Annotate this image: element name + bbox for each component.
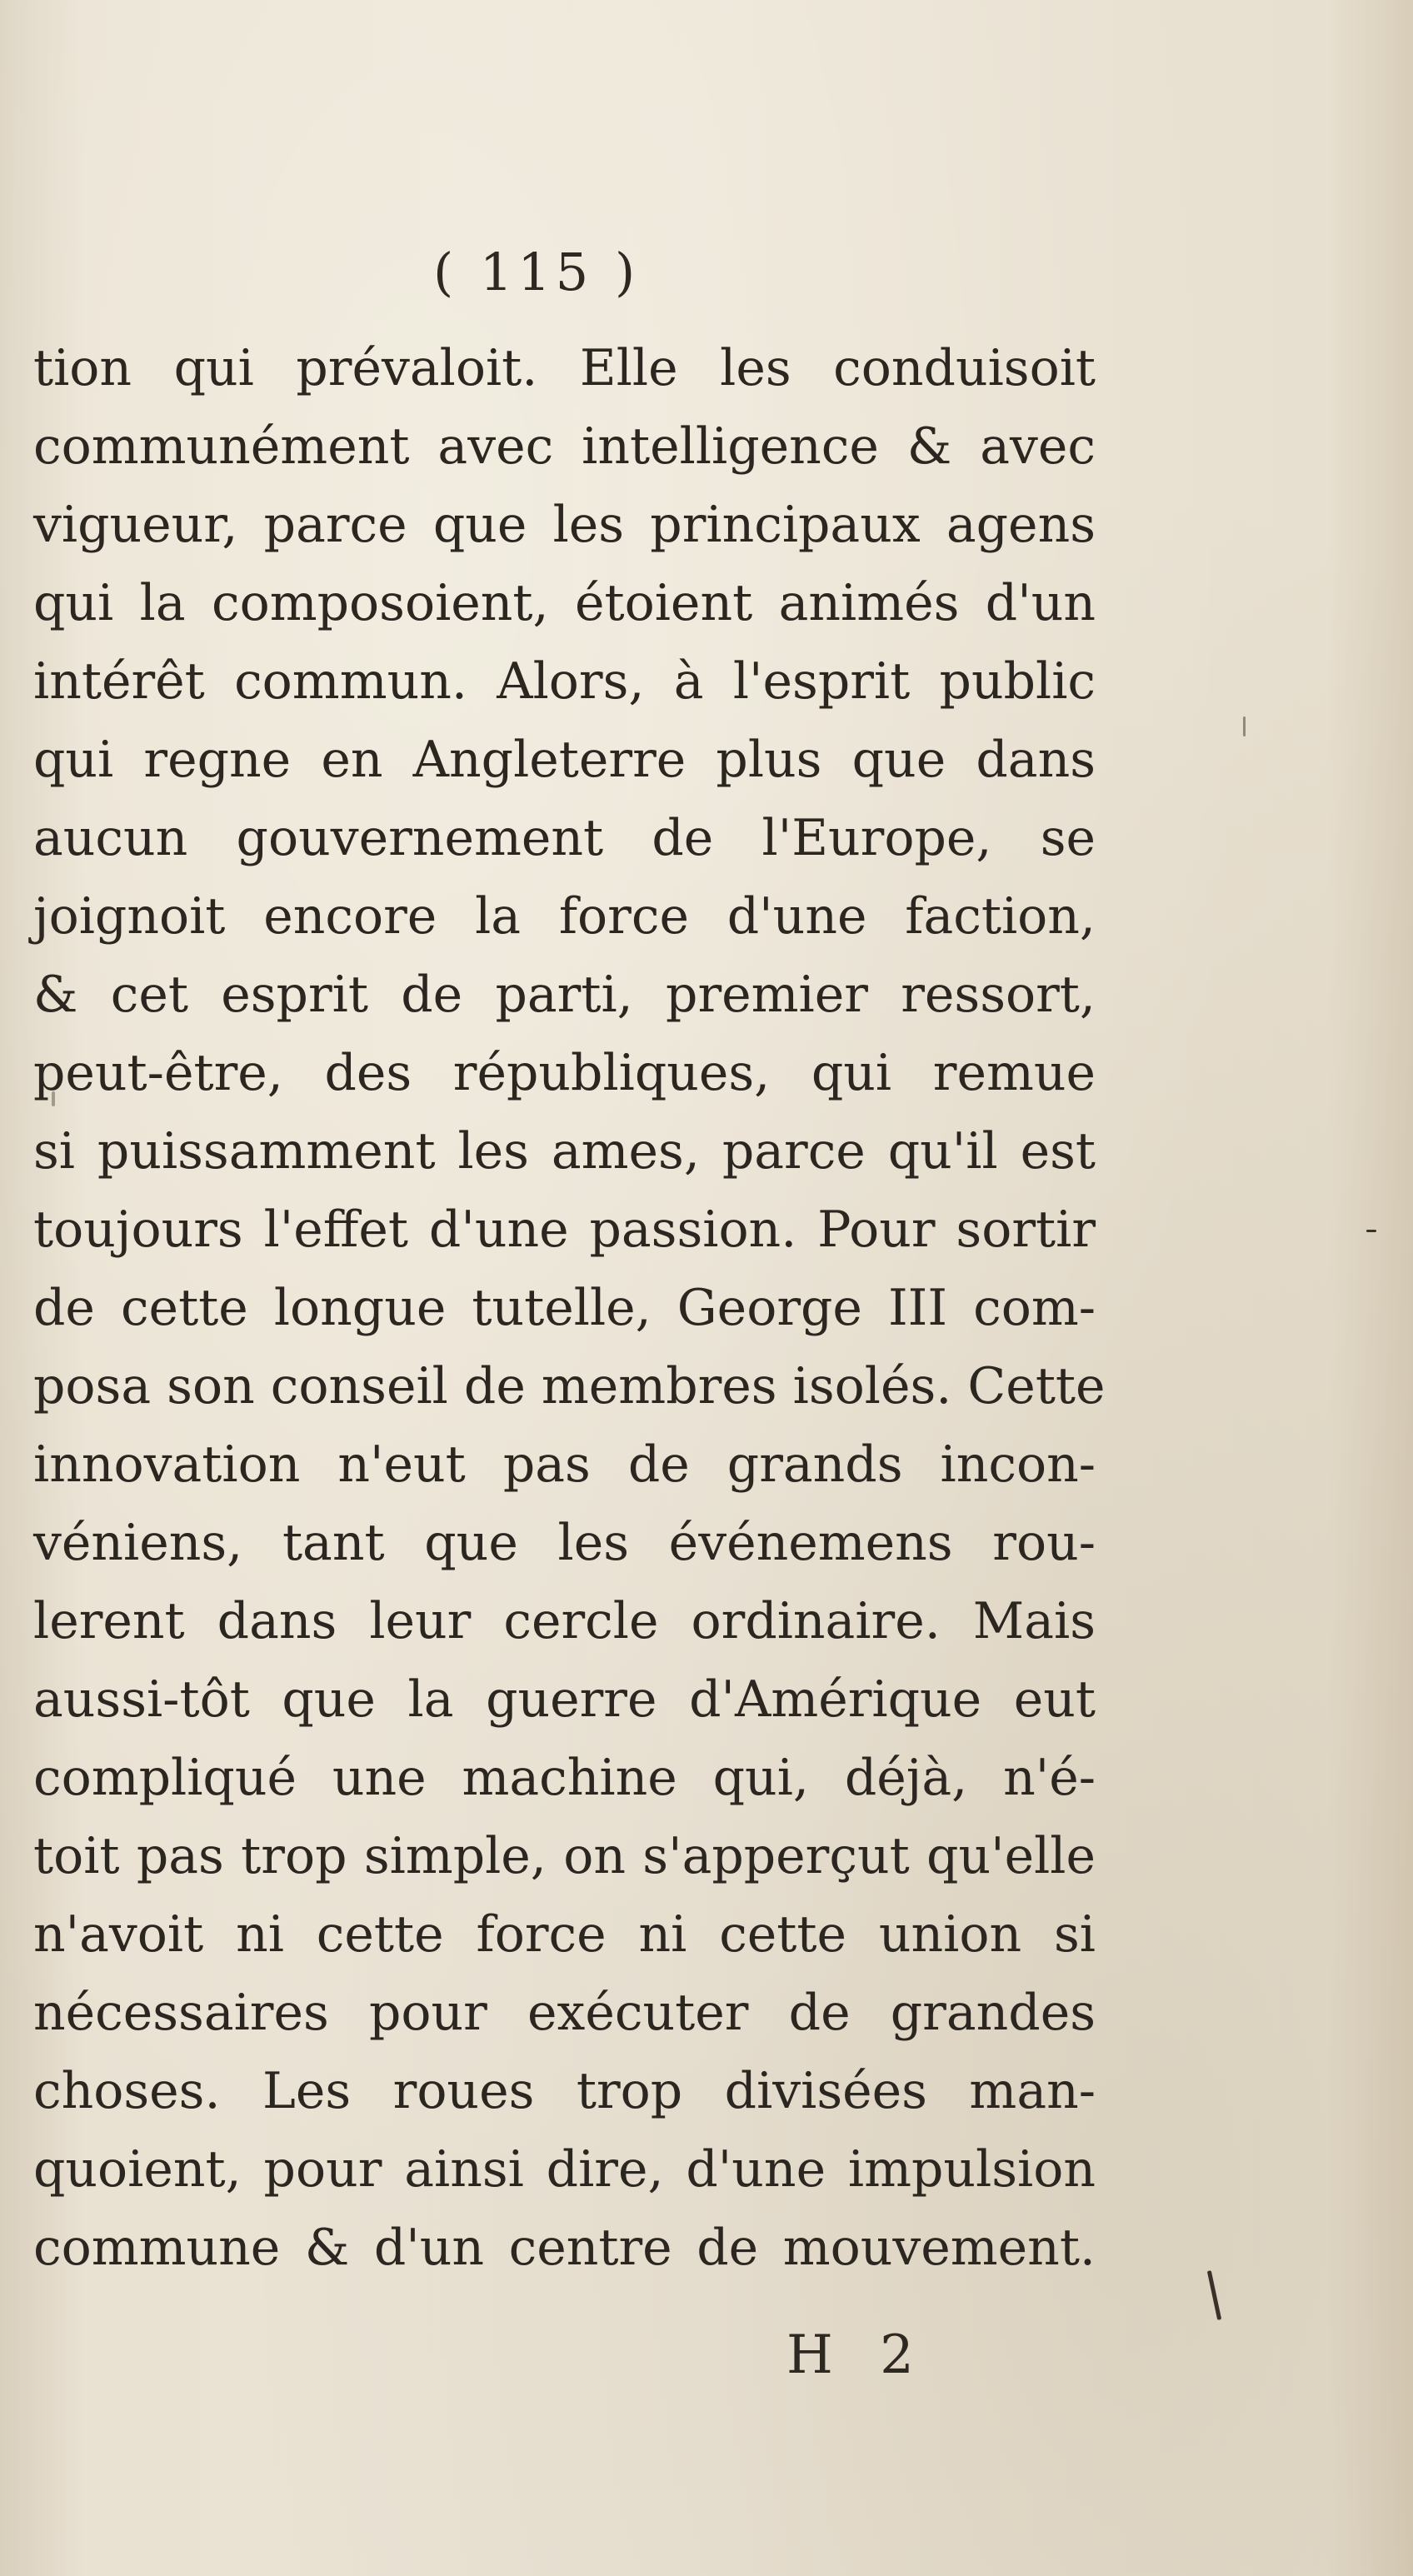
text-line: joignoit encore la force d'une faction, <box>33 887 1096 946</box>
text-line: & cet esprit de parti, premier ressort, <box>33 966 1096 1024</box>
text-line: qui la composoient, étoient animés d'un <box>33 574 1096 632</box>
text-line: peut-être, des républiques, qui remue <box>33 1044 1096 1102</box>
text-line: commune & d'un centre de mouvement. <box>33 2219 1096 2277</box>
paper-speck <box>1207 2270 1221 2320</box>
text-line: quoient, pour ainsi dire, d'une impulsion <box>33 2140 1096 2199</box>
text-line: intérêt commun. Alors, à l'esprit public <box>33 652 1096 711</box>
text-line: tion qui prévaloit. Elle les conduisoit <box>33 339 1096 397</box>
page-number: ( 115 ) <box>433 242 641 302</box>
text-line: lerent dans leur cercle ordinaire. Mais <box>33 1592 1096 1650</box>
text-line: vigueur, parce que les principaux agens <box>33 496 1096 554</box>
text-line: communément avec intelligence & avec <box>33 417 1096 476</box>
paper-speck <box>1366 1230 1376 1232</box>
text-line: aussi-tôt que la guerre d'Amérique eut <box>33 1670 1096 1729</box>
text-line: aucun gouvernement de l'Europe, se <box>33 809 1096 867</box>
text-line: toujours l'effet d'une passion. Pour sortir <box>33 1201 1096 1259</box>
text-line: nécessaires pour exécuter de grandes <box>33 1984 1096 2042</box>
text-line: choses. Les roues trop divisées man- <box>33 2062 1096 2120</box>
text-line: posa son conseil de membres isolés. Cette <box>33 1357 1106 1415</box>
signature-mark: H 2 <box>786 2324 929 2386</box>
text-line: compliqué une machine qui, déjà, n'é- <box>33 1749 1096 1807</box>
text-line: véniens, tant que les événemens rou- <box>33 1514 1096 1572</box>
text-line: n'avoit ni cette force ni cette union si <box>33 1905 1096 1964</box>
paper-speck <box>1243 716 1246 736</box>
body-text <box>33 329 1106 2287</box>
text-line: si puissamment les ames, parce qu'il est <box>33 1122 1096 1181</box>
text-line: toit pas trop simple, on s'apperçut qu'elle <box>33 1827 1096 1885</box>
text-line: qui regne en Angleterre plus que dans <box>33 731 1096 789</box>
text-line: de cette longue tutelle, George III com- <box>33 1279 1096 1337</box>
paper-speck <box>52 1091 55 1106</box>
text-line: innovation n'eut pas de grands incon- <box>33 1435 1096 1494</box>
